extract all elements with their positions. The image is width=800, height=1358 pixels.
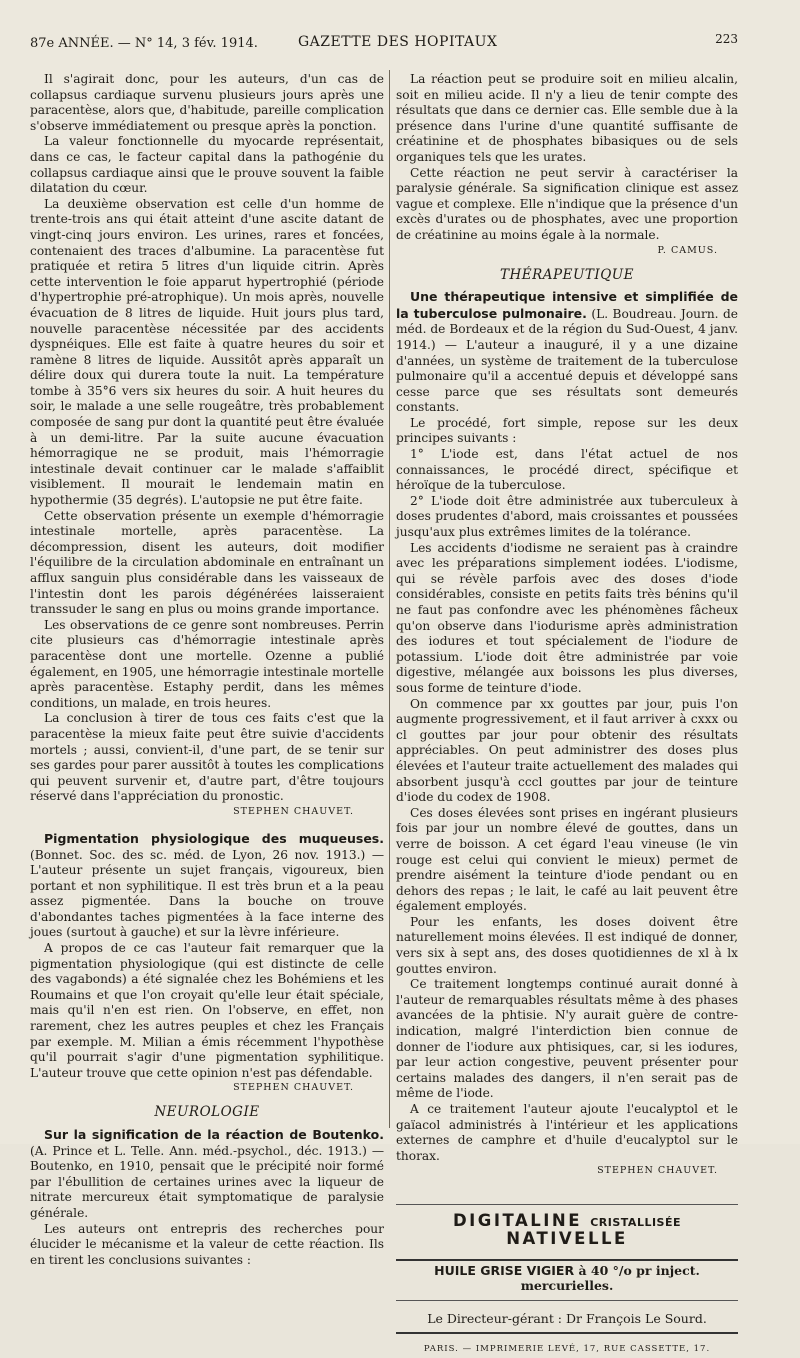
paragraph: Pour les enfants, les doses doivent être naturellement moins élevées. Il est indiqué de donner, vers six à sept ans, des doses quotidiennes de xl à lx gouttes environ. [396, 914, 738, 976]
journal-title: GAZETTE DES HOPITAUX [298, 34, 498, 50]
article-reference: (A. Prince et L. Telle. Ann. méd.-psychol., déc. 1913.) [30, 1143, 367, 1158]
ad-word: NATIVELLE [506, 1228, 628, 1248]
author-signature: STEPHEN CHAUVET. [233, 1082, 354, 1094]
article-title: Une thérapeutique intensive et simplifiée de la tuberculose pulmonaire. [396, 289, 738, 321]
spacer [30, 819, 384, 831]
paragraph: Le procédé, fort simple, repose sur les deux principes suivants : [396, 415, 738, 446]
article-title: Pigmentation physiologique des muqueuses. [44, 830, 384, 846]
column-divider [389, 70, 390, 1128]
paragraph: La réaction peut se produire soit en milieu alcalin, soit en milieu acide. Il n'y a lieu de tenir compte des résultats que dans ce dernier cas. Elle semble due à la présence dans l'urine d'une quantité suffisante de créatinine et de phosphates bibasiques ou de sels organiques tels que les urates. [396, 72, 738, 164]
paragraph: 1° L'iode est, dans l'état actuel de nos connaissances, le procédé direct, spécifique et héroïque de la tuberculose. [396, 447, 738, 493]
article-title: Sur la signification de la réaction de Boutenko. [44, 1127, 384, 1142]
paragraph: La deuxième observation est celle d'un homme de trente-trois ans qui était atteint d'une ascite datant de vingt-cinq jours environ. Les urines, rares et foncées, contenaient des traces d'albumine. La paracentèse fut pratiquée et retira 5 litres d'un liquide citrin. Après cette intervention le foie apparut hypertrophié (période d'hypertrophie pré-atrophique). Un mois après, nouvelle évacuation de 8 litres de liquide. Huit jours plus tard, nouvelle paracentèse nécessitée par des accidents dyspnéiques. Elle est faite à quatre heures du soir et ramène 8 litres de liquide. Aussitôt après apparaît un délire doux qui durera toute la nuit. La température tombe à 35°6 vers six heures du soir. A huit heures du soir, le malade a une selle rougeâtre, très probablement composée de sang pur dont la quantité peut être évaluée à un demi-litre. Par la suite aucune évacuation hémorragique ne se produit, mais l'hémorragie intestinale devait continuer car le malade s'affaiblit visiblement. Il mourait le lendemain matin en hypothermie (35 degrés). L'autopsie ne put être faite. [30, 196, 384, 508]
ad-word: HUILE GRISE VIGIER [434, 1262, 575, 1278]
paragraph: A ce traitement l'auteur ajoute l'eucalyptol et le gaïacol administrés à l'intérieur et les applications externes de camphre et d'huile d'eucalyptol sur le thorax. [396, 1102, 738, 1163]
article-paragraph [396, 289, 738, 416]
advertisement-digitaline [396, 1204, 738, 1246]
printer-line: PARIS. — IMPRIMERIE LEVÉ, 17, RUE CASSETTE, 17. [423, 1344, 711, 1355]
director-line: Le Directeur-gérant : Dr François Le Sourd. [396, 1311, 738, 1335]
article-paragraph [30, 831, 384, 941]
advertisement-huile-grise [396, 1259, 738, 1301]
ad-word: à 40 °/o pr inject. mercurielles. [520, 1262, 700, 1294]
author-signature: STEPHEN CHAUVET. [597, 1165, 718, 1177]
paragraph: Ce traitement longtemps continué aurait donné à l'auteur de remarquables résultats même à des phases avancées de la phtisie. N'y aurait guère de contre-indication, malgré l'interdiction bien connue de donner de l'iodure aux phtisiques, car, si les iodures, par leur action congestive, peuvent présenter pour certains malades des dangers, il n'en serait pas de même de l'iode. [396, 977, 738, 1101]
author-signature: P. CAMUS. [657, 244, 718, 256]
ad-word: DIGITALINE [452, 1211, 582, 1231]
left-column [30, 72, 384, 1268]
issue-info: 87e ANNÉE. — N° 14, 3 fév. 1914. [30, 36, 258, 51]
ad-word: CRISTALLISÉE [590, 1216, 682, 1230]
page-number: 223 [715, 32, 738, 46]
paragraph: Cette réaction ne peut servir à caractériser la paralysie générale. Sa signification clinique est assez vague et complexe. Elle n'indique que la présence d'un excès d'urates ou de phosphates, avec une proportion de créatinine au moins égale à la normale. [396, 165, 738, 242]
author-signature: STEPHEN CHAUVET. [233, 805, 354, 817]
paragraph: Il s'agirait donc, pour les auteurs, d'un cas de collapsus cardiaque survenu plusieurs jours après une paracentèse, alors que, d'habitude, pareille complication s'observe immédiatement ou presque après la ponction. [30, 72, 384, 133]
article-text: — Boutenko, en 1910, pensait que le précipité noir formé par l'ébullition de certaines urines avec la liqueur de nitrate mercureux était symptomatique de paralysie générale. [30, 1143, 385, 1220]
section-heading: NEUROLOGIE [154, 1104, 260, 1121]
right-column [396, 72, 738, 1358]
running-head [30, 32, 738, 56]
article-reference: (L. Boudreau. Journ. de méd. de Bordeaux et de la région du Sud-Ouest, 4 janv. 1914.) [396, 306, 739, 352]
section-heading: THÉRAPEUTIQUE [500, 266, 634, 283]
paragraph: A propos de ce cas l'auteur fait remarquer que la pigmentation physiologique (qui est distincte de celle des vagabonds) a été signalée chez les Bohémiens et les Roumains et que l'on croyait qu'elle leur était spéciale, mais qu'il n'en est rien. On l'observe, en effet, non rarement, chez les autres peuples et chez les Français par exemple. M. Milian a émis récemment l'hypothèse qu'il pourrait s'agir d'une pigmentation syphilitique. L'auteur trouve que cette opinion n'est pas défendable. [30, 941, 384, 1080]
article-paragraph [30, 1127, 384, 1222]
paragraph: 2° L'iode doit être administrée aux tuberculeux à doses prudentes d'abord, mais croissantes et poussées jusqu'aux plus extrêmes limites de la tolérance. [396, 493, 738, 540]
paragraph: Ces doses élevées sont prises en ingérant plusieurs fois par jour un nombre élevé de gouttes, dans un verre de boisson. A cet égard l'eau vineuse (le vin rouge est celui qui convient le mieux) permet de prendre aisément la teinture d'iode pendant ou en dehors des repas ; le lait, le café au lait peuvent être également employés. [396, 805, 738, 914]
article-reference: (Bonnet. Soc. des sc. méd. de Lyon, 26 nov. 1913.) [30, 847, 366, 862]
paragraph: Les accidents d'iodisme ne seraient pas à craindre avec les préparations simplement iodées. L'iodisme, qui se révèle parfois avec des doses d'iode considérables, consiste en petits faits très bénins qu'il ne faut pas confondre avec les phénomènes fâcheux qu'on observe dans l'iodurisme après administration des iodures et tout spécialement de l'iodure de potassium. L'iode doit être administrée par voie digestive, mélangée aux boissons les plus diverses, sous forme de teinture d'iode. [396, 540, 738, 695]
paragraph: Cette observation présente un exemple d'hémorragie intestinale mortelle, après paracentèse. La décompression, disent les auteurs, doit modifier l'équilibre de la circulation abdominale en entraînant un afflux sanguin plus considérable dans les vaisseaux de l'intestin dont les parois dégénérées laisseraient transsuder le sang en plus ou moins grande importance. [30, 508, 384, 617]
paragraph: La conclusion à tirer de tous ces faits c'est que la paracentèse la mieux faite peut être suivie d'accidents mortels ; aussi, convient-il, d'une part, de se tenir sur ses gardes pour parer aussitôt à toutes les complications qui peuvent survenir et, d'autre part, d'être toujours réservé dans l'appréciation du pronostic. [30, 711, 384, 804]
paragraph: Les observations de ce genre sont nombreuses. Perrin cite plusieurs cas d'hémorragie intestinale après paracentèse dont une mortelle. Ozenne a publié également, en 1905, une hémorragie intestinale mortelle après paracentèse. Estaphy perdit, dans les mêmes conditions, un malade, en trois heures. [30, 617, 384, 710]
paragraph: On commence par xx gouttes par jour, puis l'on augmente progressivement, et il faut arriver à cxxx ou cl gouttes par jour pour obtenir des résultats appréciables. On peut administrer des doses plus élevées et l'auteur traite actuellement des malades qui absorbent jusqu'à cccl gouttes par jour de teinture d'iode du codex de 1908. [396, 696, 738, 805]
paragraph: Les auteurs ont entrepris des recherches pour élucider le mécanisme et la valeur de cette réaction. Ils en tirent les conclusions suivantes : [30, 1221, 384, 1267]
article-text: — L'auteur a inauguré, il y a une dizaine d'années, un système de traitement de la tuberculose pulmonaire qu'il a accentué depuis et développé sans cesse parce que ses résultats sont demeurés constants. [396, 337, 739, 415]
article-text: — L'auteur présente un sujet français, vigoureux, bien portant et non syphilitique. Il est très brun et a la peau assez pigmentée. Dans la bouche on trouve d'abondantes taches pigmentées à la face interne des joues (surtout à gauche) et sur la lèvre inférieure. [30, 847, 384, 940]
paragraph: La valeur fonctionnelle du myocarde représentait, dans ce cas, le facteur capital dans la pathogénie du collapsus cardiaque ainsi que le prouve souvent la faible dilatation du cœur. [30, 134, 384, 196]
